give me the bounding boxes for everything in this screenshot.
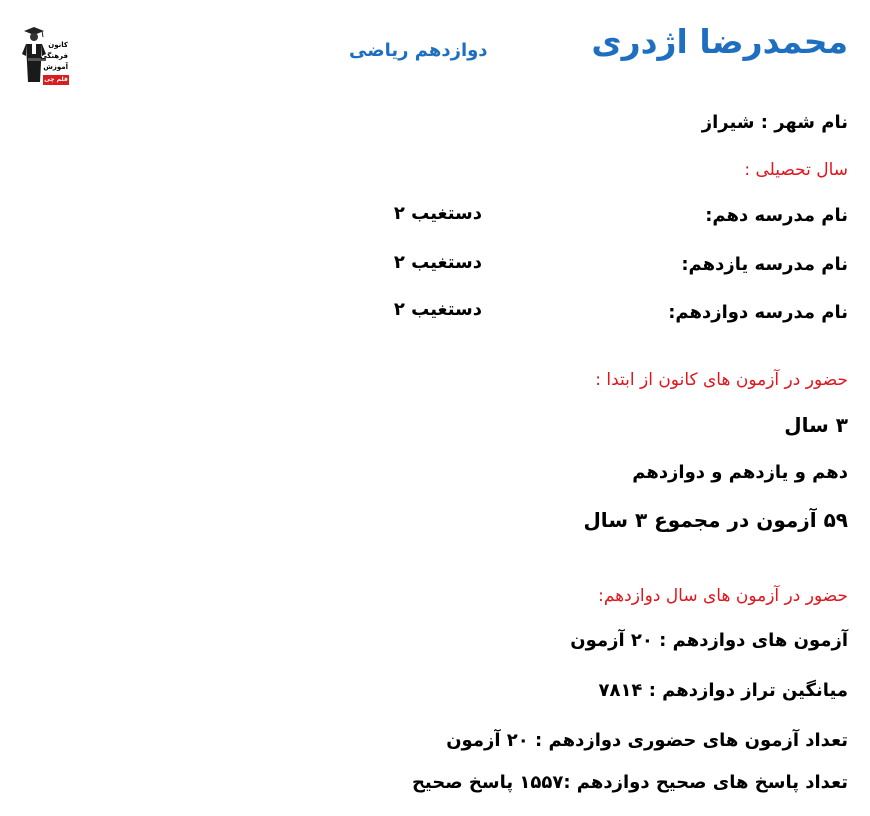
kanoon-logo — [20, 24, 76, 88]
kanoon-attendance-heading: حضور در آزمون های کانون از ابتدا : — [595, 370, 848, 390]
logo-line-1: کانون — [48, 41, 68, 49]
grade-label: دوازدهم ریاضی — [349, 40, 488, 61]
school-10-label: نام مدرسه دهم: — [705, 205, 848, 226]
academic-year-heading: سال تحصیلی : — [744, 160, 848, 180]
logo-line-2: فرهنگی — [40, 52, 68, 60]
school-12-value: دستغیب ۲ — [393, 299, 482, 320]
attendance-total: ۵۹ آزمون در مجموع ۳ سال — [583, 508, 848, 532]
twelfth-average-score: میانگین تراز دوازدهم : ۷۸۱۴ — [598, 680, 848, 701]
logo-line-3: آموزش — [43, 63, 68, 71]
school-11-label: نام مدرسه یازدهم: — [681, 254, 848, 275]
attendance-years: ۳ سال — [784, 413, 848, 437]
attendance-grades: دهم و یازدهم و دوازدهم — [632, 462, 848, 483]
school-10-value: دستغیب ۲ — [393, 203, 482, 224]
twelfth-attendance-heading: حضور در آزمون های سال دوازدهم: — [598, 586, 848, 606]
school-12-label: نام مدرسه دوازدهم: — [668, 302, 848, 323]
twelfth-in-person-exams: تعداد آزمون های حضوری دوازدهم : ۲۰ آزمون — [446, 730, 848, 751]
twelfth-exams-count: آزمون های دوازدهم : ۲۰ آزمون — [570, 630, 848, 651]
city-line: نام شهر : شیراز — [701, 112, 848, 133]
student-name: محمدرضا اژدری — [591, 22, 848, 61]
school-11-value: دستغیب ۲ — [393, 252, 482, 273]
logo-badge: قلم چی — [44, 76, 68, 83]
twelfth-correct-answers: تعداد پاسخ های صحیح دوازدهم :۱۵۵۷ پاسخ صحیح — [411, 772, 848, 793]
